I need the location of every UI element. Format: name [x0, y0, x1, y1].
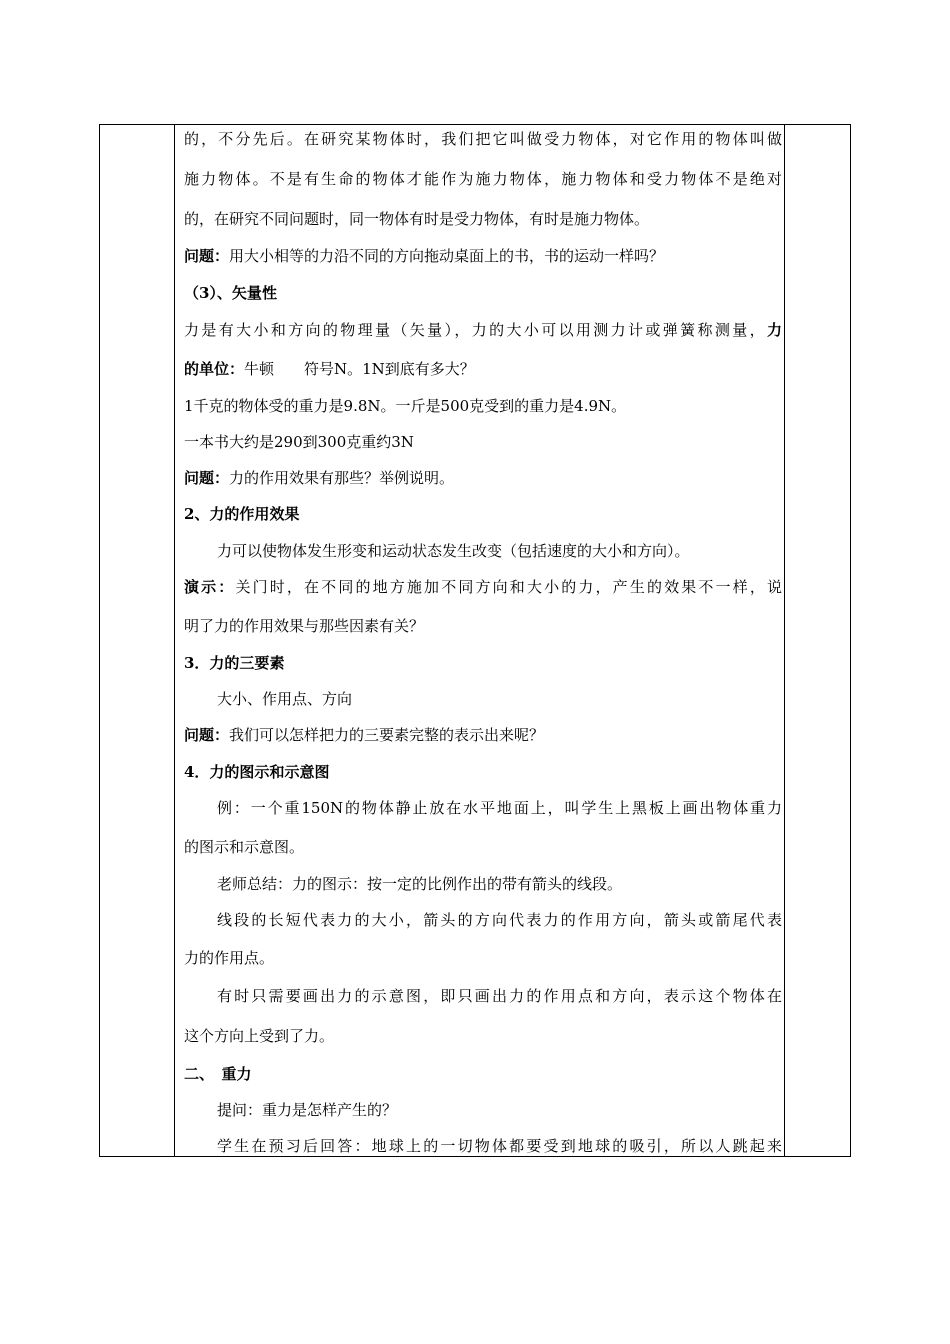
text-line [184, 129, 782, 149]
line-text: 明了力的作用效果与那些因素有关？ [184, 617, 425, 635]
line-text: 我们可以怎样把力的三要素完整的表示出来呢？ [229, 726, 545, 744]
text-line [184, 541, 690, 561]
text-line [184, 1100, 397, 1120]
heading-text: 3．力的三要素 [184, 654, 285, 672]
line-label: 问题： [184, 247, 230, 265]
line-tail: 力 [766, 321, 782, 339]
heading-text: 2、力的作用效果 [184, 505, 300, 523]
text-line [184, 209, 649, 229]
text-line [184, 948, 274, 968]
text-line [184, 986, 782, 1006]
section-heading [184, 653, 284, 673]
line-text: 学生在预习后回答：地球上的一切物体都要受到地球的吸引，所以人跳起来 [217, 1137, 782, 1155]
section-heading [184, 504, 299, 524]
line-label: 问题： [184, 726, 230, 744]
line-label: 问题： [184, 469, 230, 487]
line-text: 施力物体。不是有生命的物体才能作为施力物体，施力物体和受力物体不是绝对 [184, 170, 782, 188]
section-heading [184, 1064, 252, 1084]
heading-text: 4．力的图示和示意图 [184, 763, 330, 781]
column-divider-left [174, 125, 175, 1156]
text-line [184, 468, 454, 488]
section-heading [184, 762, 329, 782]
text-line [184, 1136, 782, 1156]
text-line [184, 689, 352, 709]
line-text: 力的作用效果有那些？举例说明。 [229, 469, 455, 487]
column-divider-right [784, 125, 785, 1156]
line-text: 力可以使物体发生形变和运动状态发生改变（包括速度的大小和方向）。 [217, 542, 690, 560]
line-text: 牛顿 符号N。1N到底有多大？ [244, 360, 475, 378]
text-line [184, 359, 475, 379]
line-text: 例：一个重150N的物体静止放在水平地面上，叫学生上黑板上画出物体重力 [217, 799, 782, 817]
line-text: 的图示和示意图。 [184, 838, 305, 856]
line-text: 老师总结：力的图示：按一定的比例作出的带有箭头的线段。 [217, 875, 623, 893]
text-line [184, 725, 544, 745]
line-text: 这个方向上受到了力。 [184, 1027, 335, 1045]
line-text: 关门时，在不同的地方施加不同方向和大小的力，产生的效果不一样，说 [235, 578, 782, 596]
line-label: 的单位： [184, 360, 245, 378]
line-text: 的，不分先后。在研究某物体时，我们把它叫做受力物体，对它作用的物体叫做 [184, 130, 782, 148]
text-line [184, 396, 626, 416]
heading-text: （3）、矢量性 [184, 284, 277, 302]
line-text: 大小、作用点、方向 [217, 690, 353, 708]
section-heading [184, 283, 277, 303]
line-text: 线段的长短代表力的大小，箭头的方向代表力的作用方向，箭头或箭尾代表 [217, 911, 782, 929]
text-line [184, 1026, 334, 1046]
lesson-table [99, 124, 851, 1157]
line-text: 1千克的物体受的重力是9.8N。一斤是500克受到的重力是4.9N。 [184, 397, 627, 415]
text-line [184, 910, 782, 930]
text-line [184, 798, 782, 818]
text-line [184, 246, 664, 266]
line-text: 有时只需要画出力的示意图，即只画出力的作用点和方向，表示这个物体在 [217, 987, 782, 1005]
text-line [184, 320, 782, 340]
text-line [184, 837, 304, 857]
line-text: 提问：重力是怎样产生的？ [217, 1101, 398, 1119]
text-line [184, 616, 424, 636]
text-line [184, 432, 414, 452]
line-text: 用大小相等的力沿不同的方向拖动桌面上的书，书的运动一样吗？ [229, 247, 665, 265]
line-text: 的，在研究不同问题时，同一物体有时是受力物体，有时是施力物体。 [184, 210, 650, 228]
text-line [184, 874, 622, 894]
line-text: 力的作用点。 [184, 949, 275, 967]
line-text: 力是有大小和方向的物理量（矢量），力的大小可以用测力计或弹簧称测量， [184, 321, 767, 339]
line-text: 一本书大约是290到300克重约3N [184, 433, 414, 451]
text-line [184, 169, 782, 189]
line-label: 演示： [184, 578, 236, 596]
text-line [184, 577, 782, 597]
heading-text: 二、 重力 [184, 1065, 252, 1083]
